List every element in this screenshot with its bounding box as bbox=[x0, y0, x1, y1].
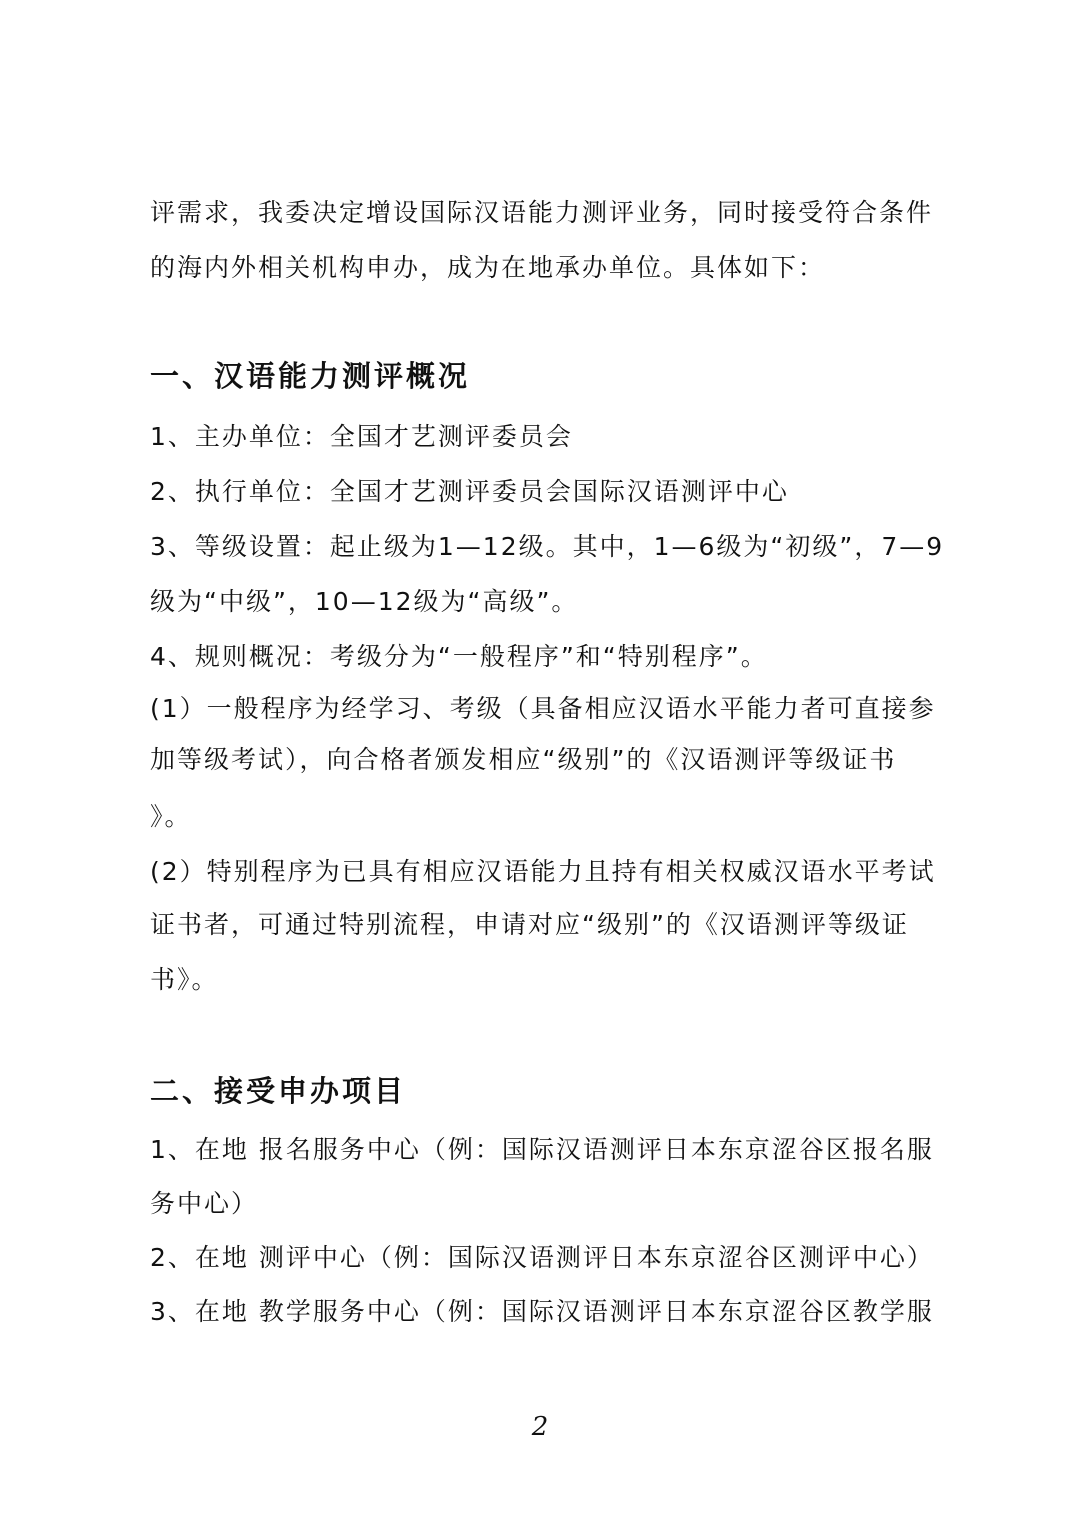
section-1-line: 2、执行单位：全国才艺测评委员会国际汉语测评中心 bbox=[150, 477, 789, 506]
section-1-line: 加等级考试），向合格者颁发相应“级别”的《汉语测评等级证书 bbox=[150, 745, 897, 774]
section-1-line: 》。 bbox=[150, 802, 192, 831]
intro-line-2: 的海内外相关机构申办，成为在地承办单位。具体如下： bbox=[150, 253, 826, 282]
section-1-line: 证书者，可通过特别流程，申请对应“级别”的《汉语测评等级证 bbox=[150, 910, 909, 939]
section-1-line: 3、等级设置：起止级为1—12级。其中，1—6级为“初级”，7—9 bbox=[150, 532, 945, 561]
section-2-line: 2、在地 测评中心（例：国际汉语测评日本东京涩谷区测评中心） bbox=[150, 1243, 934, 1272]
section-2-heading: 二、接受申办项目 bbox=[150, 1074, 407, 1108]
section-1-line: 4、规则概况：考级分为“一般程序”和“特别程序”。 bbox=[150, 642, 768, 671]
section-1-heading: 一、汉语能力测评概况 bbox=[150, 359, 471, 393]
section-1-line: 级为“中级”，10—12级为“高级”。 bbox=[150, 587, 579, 616]
section-1-line: 1、主办单位：全国才艺测评委员会 bbox=[150, 422, 573, 451]
section-1-line: (2）特别程序为已具有相应汉语能力且持有相关权威汉语水平考试 bbox=[150, 857, 936, 886]
section-1-line: (1）一般程序为经学习、考级（具备相应汉语水平能力者可直接参 bbox=[150, 694, 936, 723]
page-number: 2 bbox=[531, 1412, 549, 1442]
section-1-line: 书》。 bbox=[150, 965, 219, 994]
section-2-line: 1、在地 报名服务中心（例：国际汉语测评日本东京涩谷区报名服 bbox=[150, 1135, 934, 1164]
section-2-line: 3、在地 教学服务中心（例：国际汉语测评日本东京涩谷区教学服 bbox=[150, 1297, 934, 1326]
intro-line-1: 评需求，我委决定增设国际汉语能力测评业务，同时接受符合条件 bbox=[150, 198, 934, 227]
section-2-line: 务中心） bbox=[150, 1189, 259, 1218]
